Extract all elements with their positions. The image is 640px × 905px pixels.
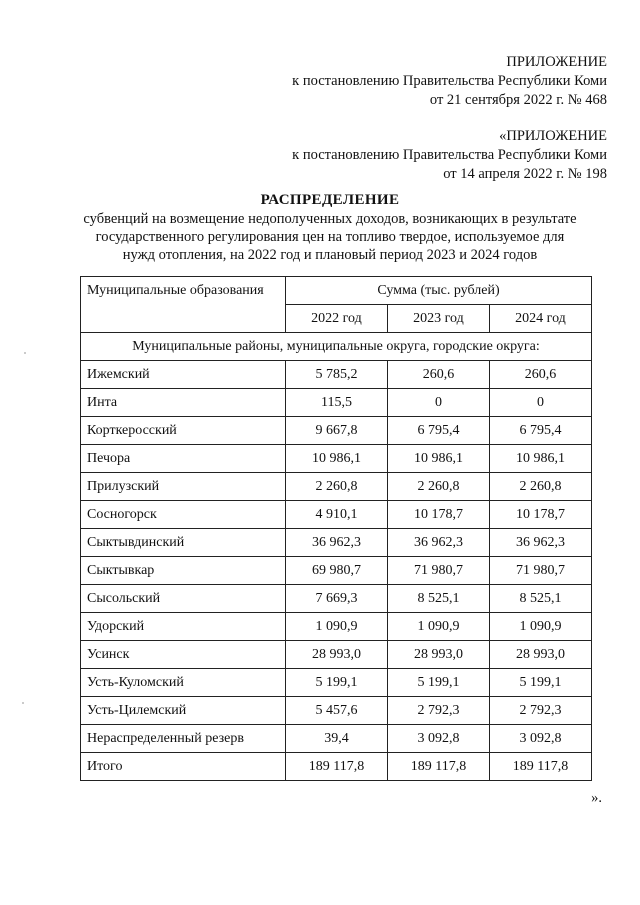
value-2024: 10 986,1 xyxy=(489,445,591,473)
year-2023-header: 2023 год xyxy=(387,305,489,333)
value-2023: 28 993,0 xyxy=(387,641,489,669)
value-2024: 2 792,3 xyxy=(489,697,591,725)
municipality-name: Корткеросский xyxy=(81,417,286,445)
original-decree-date: от 14 апреля 2022 г. № 198 xyxy=(443,166,607,182)
closing-quote: ». xyxy=(591,790,602,806)
annex-label: ПРИЛОЖЕНИЕ xyxy=(506,54,607,70)
value-2024: 0 xyxy=(489,389,591,417)
value-2023: 6 795,4 xyxy=(387,417,489,445)
table-row xyxy=(81,473,592,501)
scan-speck xyxy=(24,352,26,354)
value-2023: 5 199,1 xyxy=(387,669,489,697)
value-2022: 189 117,8 xyxy=(285,753,387,781)
table-row xyxy=(81,361,592,389)
value-2023: 1 090,9 xyxy=(387,613,489,641)
table-row xyxy=(81,501,592,529)
value-2023: 71 980,7 xyxy=(387,557,489,585)
value-2022: 4 910,1 xyxy=(285,501,387,529)
value-2022: 2 260,8 xyxy=(285,473,387,501)
value-2023: 8 525,1 xyxy=(387,585,489,613)
table-row xyxy=(81,389,592,417)
value-2022: 9 667,8 xyxy=(285,417,387,445)
value-2024: 36 962,3 xyxy=(489,529,591,557)
value-2024: 10 178,7 xyxy=(489,501,591,529)
document-subtitle-line-1: субвенций на возмещение недополученных доходов, возникающих в результате xyxy=(83,211,577,227)
value-2024: 2 260,8 xyxy=(489,473,591,501)
municipality-name: Удорский xyxy=(81,613,286,641)
value-2024: 260,6 xyxy=(489,361,591,389)
value-2023: 2 260,8 xyxy=(387,473,489,501)
value-2022: 10 986,1 xyxy=(285,445,387,473)
municipality-name: Сыктывдинский xyxy=(81,529,286,557)
value-2024: 8 525,1 xyxy=(489,585,591,613)
sum-column-header: Сумма (тыс. рублей) xyxy=(285,277,591,305)
annex-decree-date: от 21 сентября 2022 г. № 468 xyxy=(429,92,607,108)
section-label: Муниципальные районы, муниципальные округа, городские округа: xyxy=(81,333,592,361)
value-2022: 5 199,1 xyxy=(285,669,387,697)
table-row xyxy=(81,529,592,557)
municipality-name: Усть-Куломский xyxy=(81,669,286,697)
value-2023: 260,6 xyxy=(387,361,489,389)
table-row xyxy=(81,725,592,753)
original-annex-label: «ПРИЛОЖЕНИЕ xyxy=(499,128,607,144)
municipality-name: Усть-Цилемский xyxy=(81,697,286,725)
value-2022: 7 669,3 xyxy=(285,585,387,613)
value-2022: 5 785,2 xyxy=(285,361,387,389)
value-2023: 3 092,8 xyxy=(387,725,489,753)
value-2022: 1 090,9 xyxy=(285,613,387,641)
municipality-name: Сосногорск xyxy=(81,501,286,529)
value-2024: 3 092,8 xyxy=(489,725,591,753)
municipality-name: Сыктывкар xyxy=(81,557,286,585)
table-header-row xyxy=(81,277,592,305)
municipality-name: Сысольский xyxy=(81,585,286,613)
year-2024-header: 2024 год xyxy=(489,305,591,333)
value-2024: 28 993,0 xyxy=(489,641,591,669)
value-2022: 28 993,0 xyxy=(285,641,387,669)
document-subtitle-line-2: государственного регулирования цен на топливо твердое, используемое для xyxy=(95,229,565,245)
value-2024: 71 980,7 xyxy=(489,557,591,585)
municipality-name: Усинск xyxy=(81,641,286,669)
section-row xyxy=(81,333,592,361)
annex-decree-ref: к постановлению Правительства Республики Коми xyxy=(292,73,607,89)
value-2023: 0 xyxy=(387,389,489,417)
table-row xyxy=(81,613,592,641)
municipalities-column-header: Муниципальные образования xyxy=(81,277,286,333)
table-row xyxy=(81,417,592,445)
value-2023: 10 178,7 xyxy=(387,501,489,529)
table-row xyxy=(81,557,592,585)
table-row xyxy=(81,585,592,613)
document-title: РАСПРЕДЕЛЕНИЕ xyxy=(260,192,400,208)
table-row xyxy=(81,669,592,697)
municipality-name: Нераспределенный резерв xyxy=(81,725,286,753)
municipality-name: Инта xyxy=(81,389,286,417)
original-decree-ref: к постановлению Правительства Республики Коми xyxy=(292,147,607,163)
value-2022: 39,4 xyxy=(285,725,387,753)
value-2024: 6 795,4 xyxy=(489,417,591,445)
table-row xyxy=(81,641,592,669)
value-2022: 115,5 xyxy=(285,389,387,417)
table-row xyxy=(81,445,592,473)
value-2024: 189 117,8 xyxy=(489,753,591,781)
table-row xyxy=(81,753,592,781)
year-2022-header: 2022 год xyxy=(285,305,387,333)
value-2023: 2 792,3 xyxy=(387,697,489,725)
value-2023: 189 117,8 xyxy=(387,753,489,781)
document-title-block xyxy=(60,190,600,264)
value-2022: 36 962,3 xyxy=(285,529,387,557)
municipality-name: Печора xyxy=(81,445,286,473)
annex-header xyxy=(292,53,607,110)
value-2024: 1 090,9 xyxy=(489,613,591,641)
value-2022: 69 980,7 xyxy=(285,557,387,585)
value-2024: 5 199,1 xyxy=(489,669,591,697)
value-2023: 10 986,1 xyxy=(387,445,489,473)
scan-speck xyxy=(22,702,24,704)
original-annex-header xyxy=(292,127,607,184)
municipality-name: Прилузский xyxy=(81,473,286,501)
distribution-table xyxy=(80,276,592,781)
municipality-name: Ижемский xyxy=(81,361,286,389)
value-2023: 36 962,3 xyxy=(387,529,489,557)
municipality-name: Итого xyxy=(81,753,286,781)
document-subtitle-line-3: нужд отопления, на 2022 год и плановый период 2023 и 2024 годов xyxy=(122,247,538,263)
value-2022: 5 457,6 xyxy=(285,697,387,725)
table-row xyxy=(81,697,592,725)
